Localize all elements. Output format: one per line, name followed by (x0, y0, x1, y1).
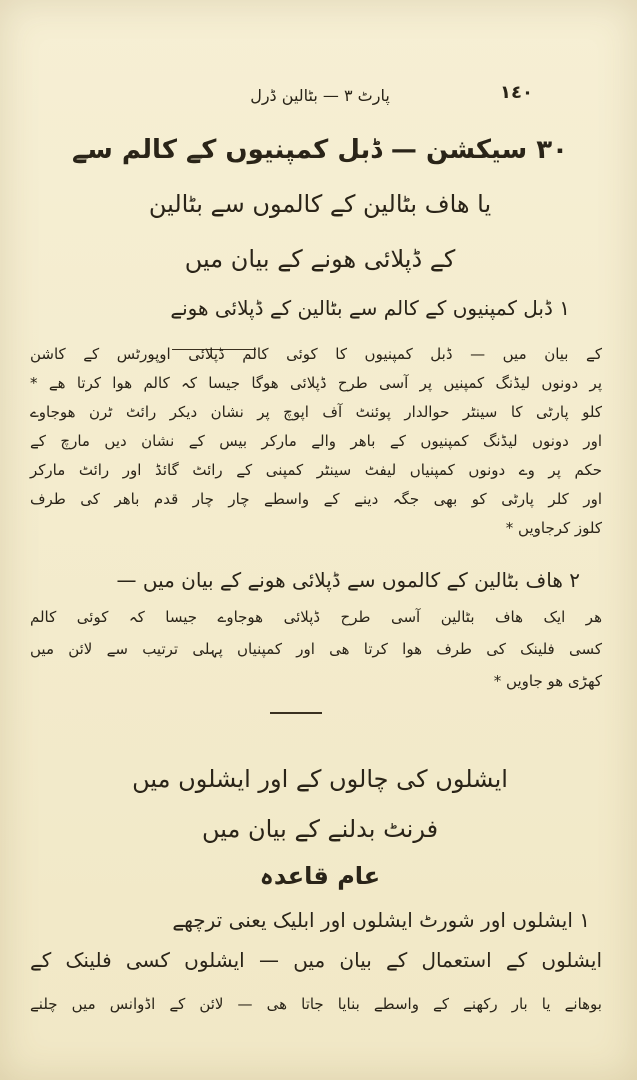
para-1-line-3: کلو پارٹی کا سینٹر حوالدار پوئنٹ آف اپوچ پر نشان دیکر رائٹ ٹرن ھوجاوے (30, 403, 602, 421)
section-heading-line-3: کے ڈپلائی ھونے کے بیان میں (184, 245, 456, 273)
running-head: پارٹ ٣ — بٹالین ڈرل (250, 86, 390, 105)
para-1-line-7: کلوز کرجاویں * (505, 519, 602, 537)
para-1-line-2: پر دونوں لیڈنگ کمپنیں پر آسی طرح ڈپلائی ھوگا جیسا کہ کالم ھوا کرتا ھے * (30, 374, 602, 392)
para-3-line-1: ١ ایشلوں اور شورٹ ایشلوں اور ابلیک یعنی ترچھے (172, 908, 590, 932)
para-1-line-6: اور کلر پارٹی کو بھی جگہ دینے کے واسطے چار چار قدم باھر کی طرف (30, 490, 602, 508)
section-heading-line-1: ٣٠ سیکشن — ڈبل کمپنیوں کے کالم سے (72, 135, 568, 165)
section-2-heading-line-1: ایشلوں کی چالوں کے اور ایشلوں میں (132, 765, 508, 793)
para-3-line-2: ایشلوں کے استعمال کے بیان میں — ایشلوں کسی فلینک کے (30, 948, 602, 972)
para-1-lead: ١ ڈبل کمپنیوں کے کالم سے بٹالین کے ڈپلائی ھونے (170, 296, 570, 320)
para-1-line-4: اور دونوں لیڈنگ کمپنیوں کے باھر والے مارکر بیس کے نشان دیں مارچ کے (30, 432, 602, 450)
para-3-line-3: بوھانے یا بار رکھنے کے واسطے بنایا جاتا ھی — لائن کے اڈوانس میں چلنے (30, 995, 602, 1013)
para-1-line-1: کے بیان میں — ڈبل کمپنیوں کا کوئی کالم ڈپلائی اوپورٹس کے کاشن (30, 345, 602, 363)
para-1-line-5: حکم پر وے دونوں کمپنیاں لیفٹ سینٹر کمپنی کے رائٹ گائڈ اور رائٹ مارکر (30, 461, 602, 479)
para-2-lead: ٢ ھاف بٹالین کے کالموں سے ڈپلائی ھونے کے بیان میں — (116, 568, 580, 592)
para-2-line-3: کھڑی ھو جاویں * (493, 672, 602, 690)
page-number: ١٤٠ (500, 82, 533, 103)
para-2-line-2: کسی فلینک کی طرف ھوا کرتا ھی اور کمپنیاں پہلی ترتیب سے لائن میں (30, 640, 602, 658)
section-divider (270, 712, 322, 714)
section-heading-line-2: یا ھاف بٹالین کے کالموں سے بٹالین (148, 190, 492, 218)
para-2-line-1: ھر ایک ھاف بٹالین آسی طرح ڈپلائی ھوجاوے جیسا کہ کوئی کالم (30, 608, 602, 626)
section-2-heading-line-2: فرنٹ بدلنے کے بیان میں (201, 815, 439, 843)
section-2-heading-line-3: عام قاعدہ (259, 862, 381, 890)
